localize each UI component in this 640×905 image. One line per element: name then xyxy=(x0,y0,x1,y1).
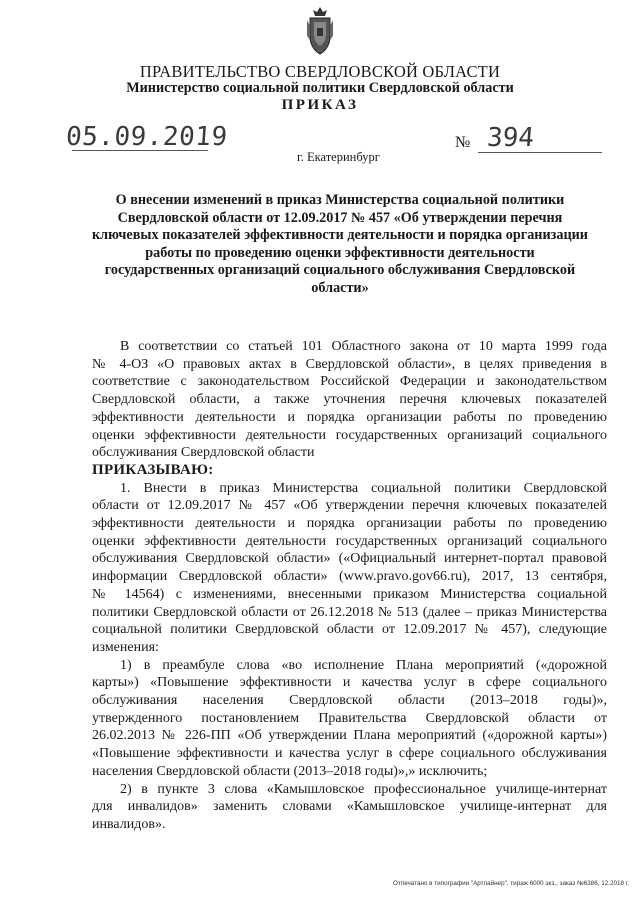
subitem2-line: инвалидов». xyxy=(92,816,166,832)
title-line: работы по проведению оценки эффективности деятельности xyxy=(145,244,535,261)
item1-line: изменения: xyxy=(92,639,159,655)
city-name: г. Екатеринбург xyxy=(297,150,380,164)
subitem1-line: 1) в преамбуле слова «во исполнение Плана мероприятий («дорожной xyxy=(120,657,607,673)
item1-line: 1. Внести в приказ Министерства социальной политики Свердловской xyxy=(120,480,607,496)
title-line: О внесении изменений в приказ Министерства социальной политики xyxy=(115,192,565,208)
ministry-name: Министерство социальной политики Свердловской области xyxy=(126,80,514,96)
preamble-line: оценки эффективности деятельности государственных организаций социального xyxy=(92,427,607,443)
subitem2-line: для инвалидов» заменить словами «Камышловское училище-интернат для xyxy=(92,799,607,815)
item1-line: обслуживания Свердловской области» («Официальный интернет-портал правовой xyxy=(92,551,607,567)
subitem1-line: «Повышение эффективности и качества услуг в сфере социального обслуживания xyxy=(92,746,607,762)
item1-line: оценки эффективности деятельности государственных организаций социального xyxy=(92,533,607,549)
preamble-line: № 4-ОЗ «О правовых актах в Свердловской области», в целях приведения в xyxy=(92,356,607,372)
document-title xyxy=(70,192,610,297)
title-line: Свердловской области от 12.09.2017 № 457 «Об утверждении перечня xyxy=(117,209,563,226)
document-body xyxy=(92,338,607,834)
order-keyword: ПРИКАЗЫВАЮ: xyxy=(92,461,214,478)
government-name: ПРАВИТЕЛЬСТВО СВЕРДЛОВСКОЙ ОБЛАСТИ xyxy=(139,62,501,81)
coat-of-arms-icon xyxy=(305,6,335,56)
item1-line: № 14564) с изменениями, внесенными приказом Министерства социальной xyxy=(92,586,607,602)
item1-line: информации Свердловской области» (www.pravo.gov66.ru), 2017, 13 сентября, xyxy=(92,569,607,585)
subitem2-line: 2) в пункте 3 слова «Камышловское профессиональное училище-интернат xyxy=(120,781,607,797)
document-type: ПРИКАЗ xyxy=(281,97,359,113)
handwritten-date: 05.09.2019 xyxy=(64,122,229,152)
number-underline xyxy=(478,152,602,153)
preamble-line: обслуживания Свердловской области xyxy=(92,445,315,461)
subitem1-line: 26.02.2013 № 226-ПП «Об утверждении Плана мероприятий («дорожной карты») xyxy=(92,728,607,744)
subitem1-line: населения Свердловской области (2013–2018 годы)»,» исключить; xyxy=(92,763,488,779)
title-line: ключевых показателей эффективности деятельности и порядка организации xyxy=(92,227,588,243)
subitem1-line: карты») «Повышение эффективности и качества услуг в сфере социального xyxy=(92,675,607,691)
subitem1-line: обслуживания населения Свердловской области (2013–2018 годы)», xyxy=(92,693,607,709)
preamble-line: Свердловской области, а также уточнения перечня ключевых показателей xyxy=(92,392,607,408)
title-line: области» xyxy=(311,279,369,296)
print-footer: Отпечатано в типографии "Артлайнер", тираж 6000 экз., заказ №6386, 12.2018 г. xyxy=(393,880,630,887)
item1-line: эффективности деятельности и порядка организации работы по проведению xyxy=(92,516,607,532)
preamble-line: соответствие с законодательством Российской Федерации и законодательством xyxy=(92,374,607,390)
subitem1-line: утвержденного постановлением Правительства Свердловской области от xyxy=(92,710,607,726)
preamble-line: В соответствии со статьей 101 Областного закона от 10 марта 1999 года xyxy=(120,339,607,354)
handwritten-number: 394 xyxy=(485,123,536,153)
number-label: № xyxy=(455,134,471,151)
item1-line: социальной политики Свердловской области от 12.09.2017 № 457), следующие xyxy=(92,622,607,638)
preamble-line: эффективности деятельности и порядка организации работы по проведению xyxy=(92,409,607,425)
date-underline xyxy=(72,150,208,151)
item1-line: политики Свердловской области от 26.12.2018 № 513 (далее – приказ Министерства xyxy=(92,604,607,620)
item1-line: области от 12.09.2017 № 457 «Об утверждении перечня ключевых показателей xyxy=(92,498,607,514)
title-line: государственных организаций социального обслуживания Свердловской xyxy=(104,262,576,278)
